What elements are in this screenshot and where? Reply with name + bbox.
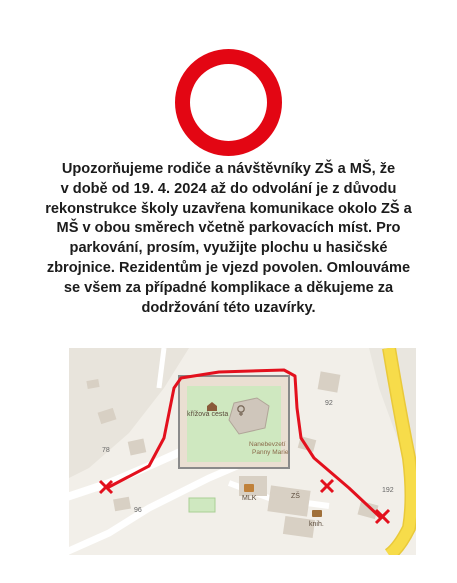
notice-line: se všem za případné komplikace a děkujeme za [63, 279, 394, 296]
building [318, 371, 341, 392]
label-school: ZŠ [291, 493, 300, 500]
notice-line: parkování, prosím, využijte plochu u hasičské [69, 240, 388, 257]
notice-line: MŠ v obou směrech včetně parkovacích míst. Pro [56, 220, 401, 237]
house-number: 96 [134, 507, 142, 514]
notice-line: v době od 19. 4. 2024 až do odvolání je z důvodu [60, 180, 397, 197]
notice-line: dodržování této uzavírky. [141, 299, 316, 316]
notice-line: zbrojnice. Rezidentům je vjezd povolen. Omlouváme [46, 259, 411, 276]
notice-line: rekonstrukce školy uzavřena komunikace okolo ZŠ a [45, 200, 412, 217]
church-building [229, 398, 269, 434]
label-mlk: MLK [242, 495, 257, 502]
closure-notice [40, 160, 417, 318]
kindergarten-icon [244, 484, 254, 492]
closure-map [69, 348, 416, 555]
sign-ring [183, 57, 275, 149]
library-icon [312, 510, 322, 517]
label-church-line1: Nanebevzetí [249, 441, 286, 448]
green-patch [189, 498, 215, 512]
label-krizova-cesta: křížová cesta [187, 411, 229, 418]
house-number: 78 [102, 447, 110, 454]
label-knih: knih. [309, 521, 324, 528]
no-vehicles-sign-icon [174, 48, 283, 157]
notice-line: Upozorňujeme rodiče a návštěvníky ZŠ a MŠ, že [61, 161, 396, 177]
house-number: 192 [382, 487, 394, 494]
label-church-line2: Panny Marie [252, 449, 289, 456]
house-number: 92 [325, 400, 333, 407]
school-building [267, 485, 310, 516]
